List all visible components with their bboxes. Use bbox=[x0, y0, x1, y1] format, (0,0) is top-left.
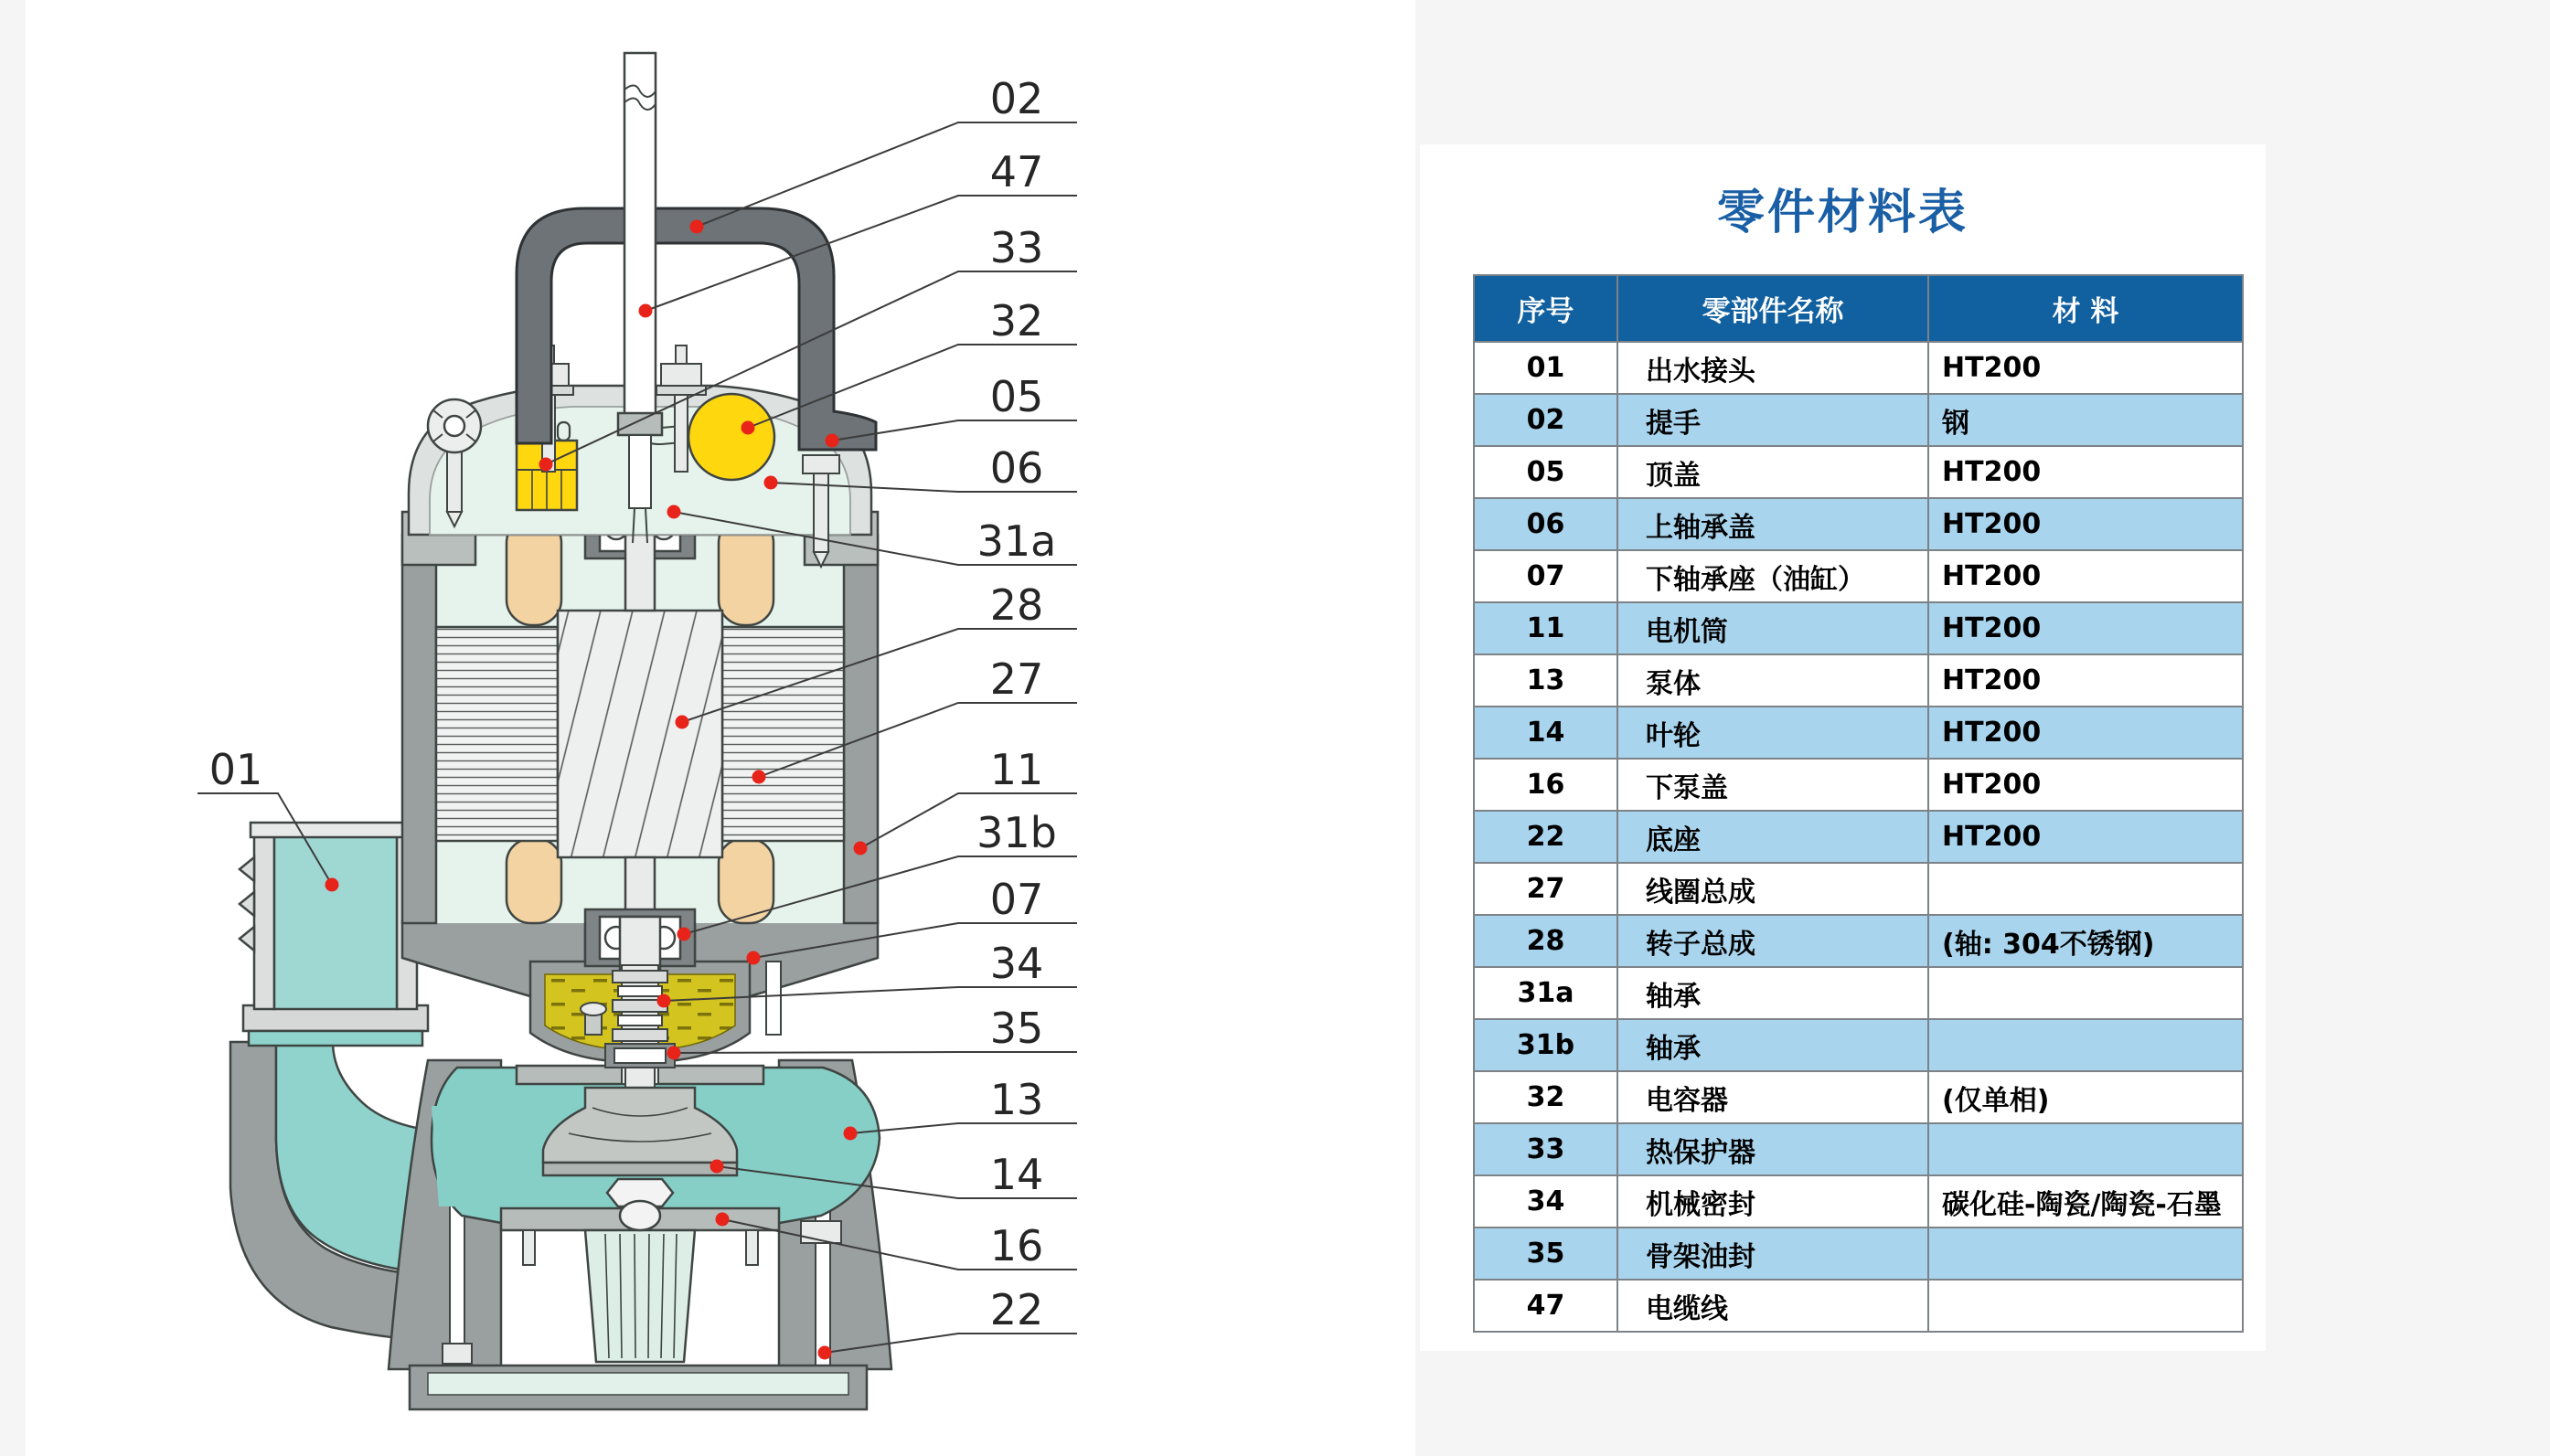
callout-dot-13 bbox=[844, 1127, 858, 1141]
table-row bbox=[1474, 394, 2243, 446]
callout-dot-02 bbox=[690, 220, 704, 234]
cell-mat: HT200 bbox=[1928, 707, 2243, 759]
cell-no: 27 bbox=[1474, 863, 1617, 915]
callout-label-31a: 31a bbox=[976, 516, 1057, 566]
callout-label-11: 11 bbox=[989, 745, 1044, 794]
cell-name: 机械密封 bbox=[1617, 1175, 1928, 1228]
callout-label-32: 32 bbox=[989, 296, 1044, 345]
table-row bbox=[1474, 602, 2243, 654]
callout-dot-05 bbox=[826, 434, 839, 448]
table-row bbox=[1474, 498, 2243, 550]
cell-no: 01 bbox=[1474, 342, 1617, 394]
table-row bbox=[1474, 654, 2243, 707]
cell-name: 转子总成 bbox=[1617, 915, 1928, 967]
table-row bbox=[1474, 707, 2243, 759]
callout-dot-11 bbox=[854, 842, 868, 856]
cell-name: 叶轮 bbox=[1617, 707, 1928, 759]
table-row bbox=[1474, 1228, 2243, 1280]
callout-dot-47 bbox=[639, 304, 653, 318]
cell-name: 热保护器 bbox=[1617, 1123, 1928, 1175]
callout-label-07: 07 bbox=[989, 875, 1044, 924]
cell-name: 下轴承座（油缸） bbox=[1617, 550, 1928, 602]
header-part-name: 零部件名称 bbox=[1617, 275, 1928, 342]
cell-no: 02 bbox=[1474, 394, 1617, 446]
table-row bbox=[1474, 915, 2243, 967]
callout-label-22: 22 bbox=[989, 1285, 1044, 1334]
callout-label-01: 01 bbox=[208, 745, 263, 794]
callout-dot-31a bbox=[667, 505, 681, 519]
suction-strainer bbox=[585, 1230, 695, 1362]
callout-dot-14 bbox=[710, 1160, 724, 1174]
cell-no: 47 bbox=[1474, 1280, 1617, 1332]
cell-name: 泵体 bbox=[1617, 654, 1928, 707]
table-row bbox=[1474, 811, 2243, 863]
table-row bbox=[1474, 1071, 2243, 1123]
cell-mat: HT200 bbox=[1928, 446, 2243, 498]
callout-dot-33 bbox=[539, 458, 553, 472]
cell-mat: HT200 bbox=[1928, 550, 2243, 602]
cell-no: 34 bbox=[1474, 1175, 1617, 1228]
callout-label-27: 27 bbox=[989, 654, 1044, 704]
cell-name: 底座 bbox=[1617, 811, 1928, 863]
cell-no: 28 bbox=[1474, 915, 1617, 967]
callout-dot-01 bbox=[325, 878, 339, 892]
table-row bbox=[1474, 1019, 2243, 1071]
callout-label-05: 05 bbox=[989, 372, 1044, 421]
callout-label-16: 16 bbox=[989, 1221, 1044, 1270]
cell-mat: HT200 bbox=[1928, 342, 2243, 394]
table-row bbox=[1474, 1175, 2243, 1228]
header-material: 材 料 bbox=[1928, 275, 2243, 342]
cell-no: 22 bbox=[1474, 811, 1617, 863]
header-no: 序号 bbox=[1474, 275, 1617, 342]
cell-name: 轴承 bbox=[1617, 967, 1928, 1019]
callout-label-33: 33 bbox=[989, 223, 1044, 272]
cell-no: 07 bbox=[1474, 550, 1617, 602]
eye-bolt bbox=[428, 399, 481, 452]
cell-mat bbox=[1928, 1123, 2243, 1175]
cell-no: 33 bbox=[1474, 1123, 1617, 1175]
table-row bbox=[1474, 342, 2243, 394]
cell-name: 电机筒 bbox=[1617, 602, 1928, 654]
table-row bbox=[1474, 446, 2243, 498]
callout-dot-27 bbox=[752, 771, 766, 784]
callout-dot-28 bbox=[676, 716, 689, 729]
cell-name: 骨架油封 bbox=[1617, 1228, 1928, 1280]
panel-title: 零件材料表 bbox=[1716, 186, 1969, 240]
cell-mat bbox=[1928, 967, 2243, 1019]
table-row bbox=[1474, 759, 2243, 811]
lower-bearing bbox=[585, 909, 695, 972]
cell-name: 提手 bbox=[1617, 394, 1928, 446]
table-row bbox=[1474, 863, 2243, 915]
cell-no: 31a bbox=[1474, 967, 1617, 1019]
cell-no: 32 bbox=[1474, 1071, 1617, 1123]
cell-no: 35 bbox=[1474, 1228, 1617, 1280]
callout-dot-06 bbox=[764, 476, 778, 490]
cell-mat bbox=[1928, 863, 2243, 915]
callout-label-47: 47 bbox=[989, 147, 1044, 197]
cell-mat: HT200 bbox=[1928, 602, 2243, 654]
callout-dot-07 bbox=[747, 951, 761, 965]
callout-dot-34 bbox=[657, 994, 671, 1008]
callout-label-14: 14 bbox=[989, 1150, 1044, 1199]
callout-label-28: 28 bbox=[989, 580, 1044, 630]
cell-mat: (轴: 304不锈钢) bbox=[1928, 915, 2243, 967]
table-row bbox=[1474, 1280, 2243, 1332]
cell-name: 线圈总成 bbox=[1617, 863, 1928, 915]
cell-no: 14 bbox=[1474, 707, 1617, 759]
cell-name: 出水接头 bbox=[1617, 342, 1928, 394]
callout-05 bbox=[826, 372, 1078, 448]
cell-no: 13 bbox=[1474, 654, 1617, 707]
callout-label-35: 35 bbox=[989, 1004, 1044, 1053]
cell-no: 06 bbox=[1474, 498, 1617, 550]
table-row bbox=[1474, 967, 2243, 1019]
cell-no: 31b bbox=[1474, 1019, 1617, 1071]
cell-no: 16 bbox=[1474, 759, 1617, 811]
cell-no: 11 bbox=[1474, 602, 1617, 654]
cell-mat bbox=[1928, 1228, 2243, 1280]
cell-name: 顶盖 bbox=[1617, 446, 1928, 498]
cell-mat: HT200 bbox=[1928, 498, 2243, 550]
parts-material-table bbox=[1473, 274, 2244, 1333]
cell-mat bbox=[1928, 1280, 2243, 1332]
cell-no: 05 bbox=[1474, 446, 1617, 498]
pump-diagram-area bbox=[26, 0, 1415, 1456]
cell-mat: (仅单相) bbox=[1928, 1071, 2243, 1123]
parts-panel bbox=[1420, 144, 2266, 1351]
callout-dot-31b bbox=[678, 928, 691, 941]
callout-dot-16 bbox=[716, 1213, 730, 1227]
cell-mat: 钢 bbox=[1928, 394, 2243, 446]
callout-dot-32 bbox=[742, 421, 755, 435]
cell-mat: 碳化硅-陶瓷/陶瓷-石墨 bbox=[1928, 1175, 2243, 1228]
cell-mat: HT200 bbox=[1928, 759, 2243, 811]
callout-dot-22 bbox=[818, 1346, 832, 1360]
cell-name: 上轴承盖 bbox=[1617, 498, 1928, 550]
cell-name: 轴承 bbox=[1617, 1019, 1928, 1071]
cell-mat: HT200 bbox=[1928, 654, 2243, 707]
cell-mat: HT200 bbox=[1928, 811, 2243, 863]
callout-label-31b: 31b bbox=[976, 808, 1057, 857]
table-header-row bbox=[1474, 275, 2243, 342]
table-row bbox=[1474, 550, 2243, 602]
pump-cross-section-drawing bbox=[26, 0, 1415, 1456]
callout-label-02: 02 bbox=[989, 74, 1044, 123]
cell-mat bbox=[1928, 1019, 2243, 1071]
cell-name: 下泵盖 bbox=[1617, 759, 1928, 811]
table-row bbox=[1474, 1123, 2243, 1175]
cell-name: 电容器 bbox=[1617, 1071, 1928, 1123]
callout-13 bbox=[844, 1075, 1078, 1141]
callout-label-34: 34 bbox=[989, 939, 1044, 988]
callout-label-06: 06 bbox=[989, 443, 1044, 493]
cell-name: 电缆线 bbox=[1617, 1280, 1928, 1332]
callout-label-13: 13 bbox=[989, 1075, 1044, 1124]
callout-dot-35 bbox=[667, 1047, 681, 1060]
